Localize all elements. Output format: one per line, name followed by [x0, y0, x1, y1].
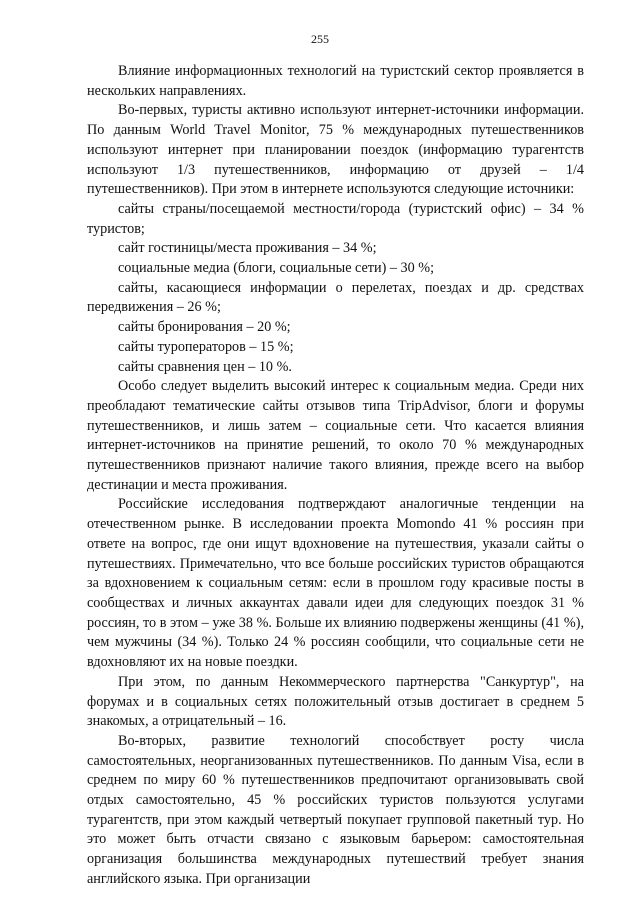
- page-number: 255: [311, 32, 329, 46]
- paragraph-intro: Влияние информационных технологий на туристский сектор проявляется в нескольких направлениях.: [87, 63, 584, 99]
- list-item-hotel-sites: сайт гостиницы/места проживания – 34 %;: [118, 240, 377, 257]
- list-item-price-comparison-sites: сайты сравнения цен – 10 %.: [118, 358, 292, 375]
- paragraph-sankurtur-data: При этом, по данным Некоммерческого партнерства "Санкуртур", на форумах и в социальных сетях положительный отзыв достигает в среднем 5 знакомых, а отрицательный – 16.: [87, 673, 584, 730]
- list-item-tour-operator-sites: сайты туроператоров – 15 %;: [118, 338, 294, 355]
- paragraph-second-point: Во-вторых, развитие технологий способствует росту числа самостоятельных, неорганизованных путешественников. По данным Visa, если в среднем по миру 60 % путешественников предпочитают организовывать свой отдых самостоятельно, 45 % российских туристов пользуются услугами турагентств, при этом каждый четвертый покупает групповой пакетный тур. Но это может быть отчасти связано с языковым барьером: самостоятельная организация большинства международных путешествий требует знания английского языка. При организации: [87, 732, 584, 887]
- paragraph-russian-research: Российские исследования подтверждают аналогичные тенденции на отечественном рынке. В исследовании проекта Momondo 41 % россиян при ответе на вопрос, где они ищут вдохновение на путешествия, указали сайты о путешествиях. Примечательно, что все больше российских туристов обращаются за вдохновением к социальным сетям: если в прошлом году красивые посты в сообществах и личных аккаунтах давали идеи для следующих поездок 31 % россиян, то в этом – уже 38 %. Больше их влиянию подвержены женщины (41 %), чем мужчины (34 %). Только 24 % россиян сообщили, что социальные сети не вдохновляют их на новые поездки.: [87, 496, 584, 671]
- list-item-booking-sites: сайты бронирования – 20 %;: [118, 319, 291, 336]
- list-item-transport-sites: сайты, касающиеся информации о перелетах, поездах и др. средствах передвижения – 26 %;: [87, 279, 584, 316]
- list-item-country-sites: сайты страны/посещаемой местности/города (туристский офис) – 34 % туристов;: [87, 200, 584, 237]
- paragraph-social-media-interest: Особо следует выделить высокий интерес к социальным медиа. Среди них преобладают тематические сайты отзывов типа TripAdvisor, блоги и форумы путешественников, и лишь затем – социальные сети. Что касается влияния интернет-источников на принятие решений, то около 70 % международных путешественников признают наличие такого влияния, прежде всего на выбор дестинации и места проживания.: [87, 378, 584, 493]
- page-body: [87, 62, 584, 890]
- paragraph-first-point: Во-первых, туристы активно используют интернет-источники информации. По данным World Travel Monitor, 75 % международных путешественников используют интернет при планировании поездок (информацию турагентств используют 1/3 путешественников, информацию от друзей – 1/4 путешественников). При этом в интернете используются следующие источники:: [87, 102, 584, 198]
- list-item-social-media: социальные медиа (блоги, социальные сети) – 30 %;: [118, 260, 435, 277]
